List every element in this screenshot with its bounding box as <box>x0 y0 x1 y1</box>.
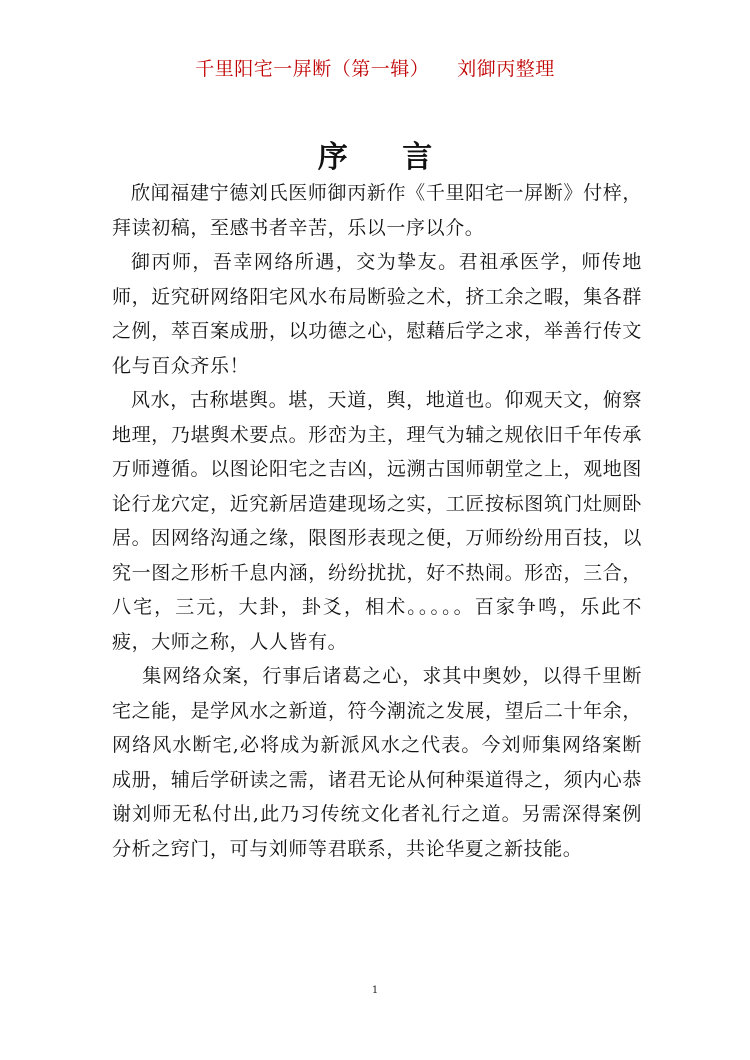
paragraph-4: 集网络众案，行事后诸葛之心，求其中奥妙，以得千里断宅之能，是学风水之新道，符今潮流之发展，望后二十年余，网络风水断宅,必将成为新派风水之代表。今刘师集网络案断成册，辅后学研读之需，诸君无论从何种渠道得之，须内心恭谢刘师无私付出,此乃习传统文化者礼行之道。另需深得案例分析之窍门，可与刘师等君联系，共论华夏之新技能。 <box>112 665 642 860</box>
preface-title: 序 言 <box>317 140 455 175</box>
paragraph-2: 御丙师，吾幸网络所遇，交为挚友。君祖承医学，师传地师，近究研网络阳宅风水布局断验之术，挤工余之暇，集各群之例，萃百案成册，以功德之心，慰藉后学之求，举善行传文化与百众齐乐！ <box>112 251 642 377</box>
preface-body <box>112 176 642 866</box>
running-header <box>0 54 750 81</box>
header-book-title: 千里阳宅一屏断（第一辑） <box>195 58 430 80</box>
paragraph-1: 欣闻福建宁德刘氏医师御丙新作《千里阳宅一屏断》付梓，拜读初稿，至感书者辛苦，乐以一序以介。 <box>112 182 642 239</box>
header-editor: 刘御丙整理 <box>457 58 555 80</box>
paragraph-3: 风水，古称堪舆。堪，天道，舆，地道也。仰观天文，俯察地理，乃堪舆术要点。形峦为主，理气为辅之规依旧千年传承万师遵循。以图论阳宅之吉凶，远溯古国师朝堂之上，观地图论行龙穴定，近究新居造建现场之实，工匠按标图筑门灶厕卧居。因网络沟通之缘，限图形表现之便，万师纷纷用百技，以究一图之形析千息内涵，纷纷扰扰，好不热闹。形峦，三合，八宅，三元，大卦，卦爻，相术。。。。。百家争鸣，乐此不疲，大师之称，人人皆有。 <box>112 389 642 653</box>
page-number: 1 <box>371 985 379 996</box>
